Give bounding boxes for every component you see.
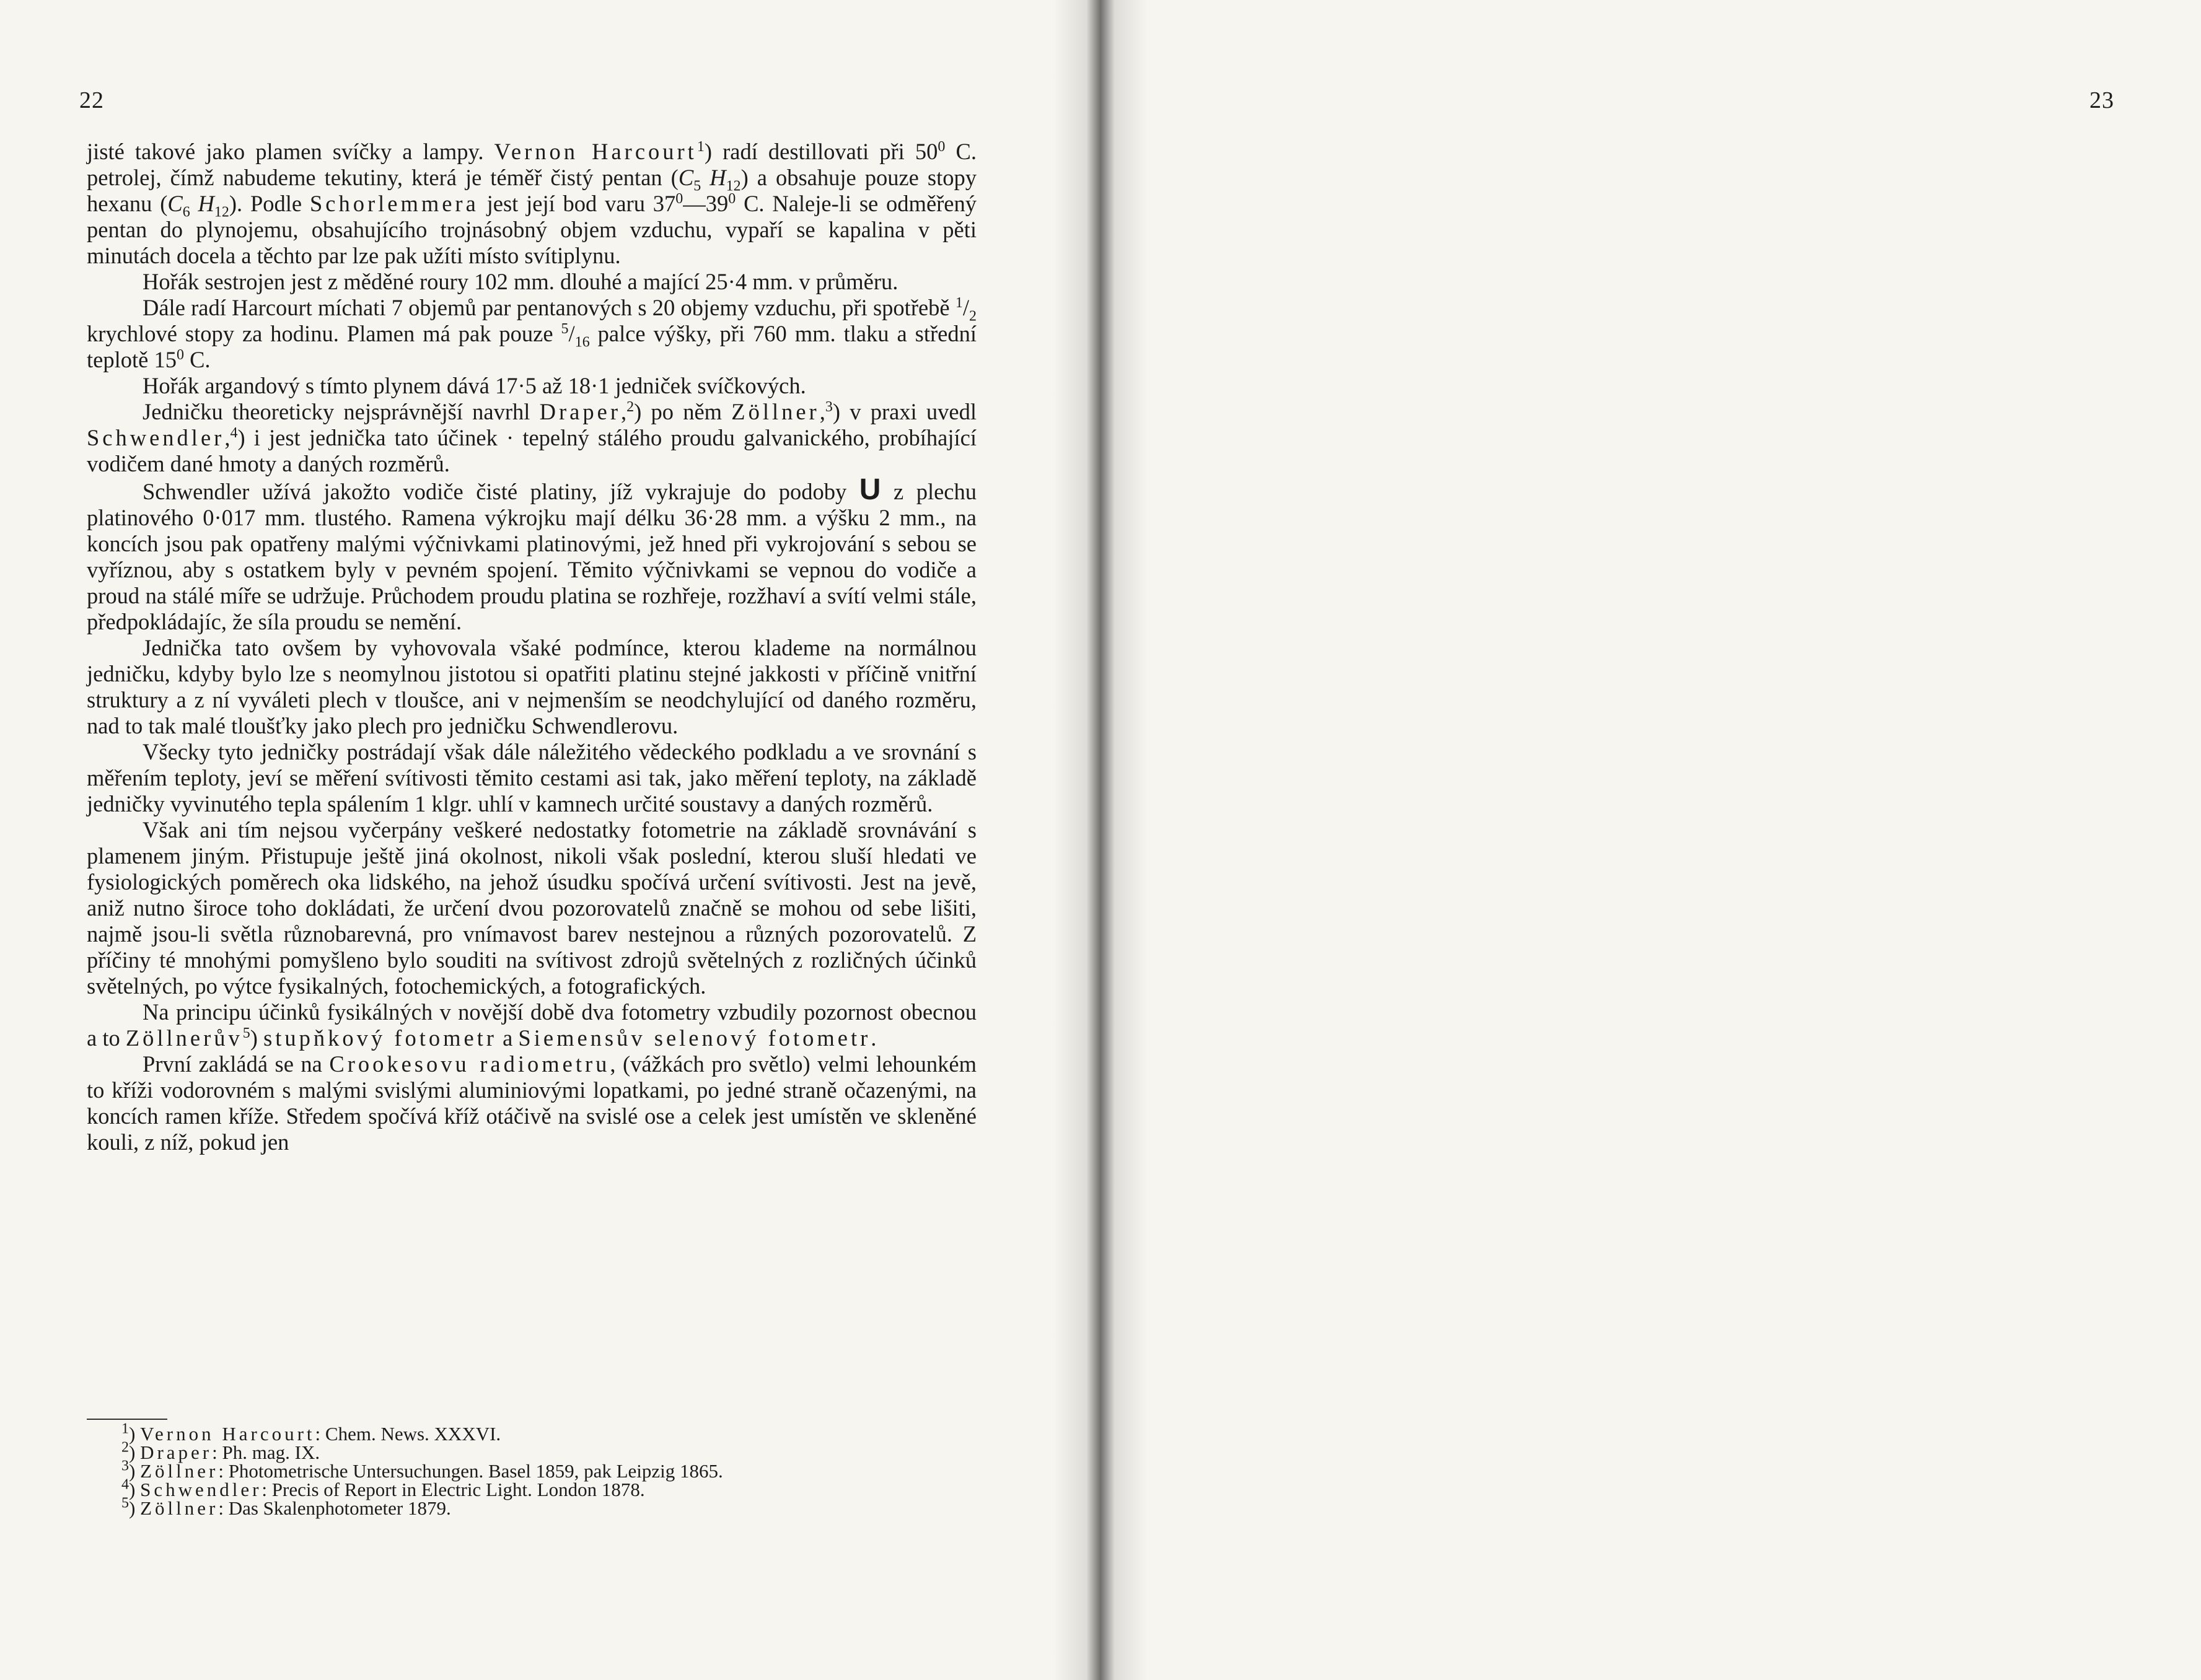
subscript: 5 xyxy=(693,178,701,195)
text-run: . xyxy=(871,1025,877,1051)
formula-symbol: H xyxy=(710,165,726,190)
superscript: 0 xyxy=(938,138,946,155)
left-paragraph xyxy=(87,373,977,399)
page-number-left: 22 xyxy=(79,87,104,113)
footnote-rule-left xyxy=(87,1419,167,1420)
text-run xyxy=(701,165,710,190)
text-run: C. petrolej, čímž nabudeme tekutiny, která je téměř čistý pentan ( xyxy=(87,139,977,190)
footnote-author: Vernon Harcourt xyxy=(140,1423,315,1445)
superscript: 4 xyxy=(230,424,238,441)
superscript: 0 xyxy=(728,190,736,207)
footnote-number: 3 xyxy=(121,1458,129,1474)
footnote-author: Draper xyxy=(140,1442,213,1463)
text-run: Na principu účinků fysikálných v novější době dva fotometry vzbudily pozornost obecnou a to xyxy=(87,999,977,1051)
left-paragraph xyxy=(87,999,977,1051)
text-run xyxy=(190,191,198,216)
text-run: krychlové stopy za hodinu. Plamen má pak pouze xyxy=(87,321,561,346)
text-run: ) i jest jednička tato účinek · tepelný stálého proudu galvanického, probíhající vodičem dané hmoty a daných rozměrů. xyxy=(87,425,977,476)
text-run: palce výšky, při 760 mm. tlaku a střední teplotě 15 xyxy=(87,321,977,372)
superscript: 3 xyxy=(825,398,833,415)
text-run: , (vážkách pro světlo) velmi lehounkém to kříži vodorovném s malými svislými aluminiovými lopatkami, po jedné straně očazenými, na koncích ramen kříže. Středem spočívá kříž otáčivě na svislé ose a celek jest umístěn ve skleněné kouli, z níž, pokud jen xyxy=(87,1051,977,1155)
text-run: Hořák argandový s tímto plynem dává 17·5 až 18·1 jedniček svíčkových. xyxy=(143,373,806,398)
text-run: Jedničku theoreticky nejsprávnější navrhl xyxy=(143,399,540,424)
superscript: 1 xyxy=(696,138,705,155)
left-body-text xyxy=(87,139,977,1155)
text-run: Dále radí Harcourt míchati 7 objemů par pentanových s 20 objemy vzduchu, při spotřebě xyxy=(143,295,956,320)
text-run: , xyxy=(224,425,231,450)
left-paragraph xyxy=(87,739,977,817)
text-run: ). Podle xyxy=(229,191,310,216)
superscript: 1 xyxy=(955,294,963,311)
text-run: , xyxy=(819,399,825,424)
footnote-number: 2 xyxy=(121,1439,129,1456)
spaced-name: Siemensův selenový fotometr xyxy=(518,1025,871,1051)
footnote-author: Zöllner xyxy=(140,1497,219,1519)
footnote: $^4$) Schwendler: Precis of Report in Electric Light. London 1878. xyxy=(121,1476,645,1500)
subscript: 2 xyxy=(969,308,977,325)
left-paragraph xyxy=(87,269,977,295)
spaced-name: stupňkový fotometr xyxy=(263,1025,497,1051)
left-paragraph xyxy=(87,473,977,635)
text-run: Schwendler užívá jakožto vodiče čisté platiny, jíž vykrajuje do podoby xyxy=(143,479,859,504)
left-paragraph xyxy=(87,1051,977,1155)
superscript: 2 xyxy=(626,398,635,415)
text-run: a xyxy=(496,1025,519,1051)
spaced-name: Schorlemmera xyxy=(309,191,479,216)
text-run: z plechu platinového 0·017 mm. tlustého. Ramena výkrojku mají délku 36·28 mm. a výšku 2 mm., na koncích jsou pak opatřeny malými výčnivkami platinovými, jež hned při vykrojování s sebou se vyříznou, aby s ostatkem byly v pevném spojení. Těmito výčnivkami se vepnou do vodiče a proud na stálé míře se udržuje. Průchodem proudu platina se rozhřeje, rozžhaví a svítí velmi stále, předpokládajíc, že síla proudu se nemění. xyxy=(87,479,977,634)
text-run: Však ani tím nejsou vyčerpány veškeré nedostatky fotometrie na základě srovnávání s plamenem jiným. Přistupuje ještě jiná okolnost, nikoli však poslední, kterou sluší hledati ve fysiologických poměrech oka lidského, na jehož úsudku spočívá určení svítivosti. Jest na jevě, aniž nutno široce toho dokládati, že určení dvou pozorovatelů značně se mohou od sebe lišiti, najmě jsou-li světla různobarevná, pro vnímavost barev nestejnou a různých pozorovatelů. Z příčiny té mnohými pomyšleno bylo souditi na svítivost zdrojů světelných z rozličných účinků světelných, po výtce fysikalných, fotochemických, a fotografických. xyxy=(87,817,977,999)
formula-symbol: C xyxy=(167,191,183,216)
superscript: 5 xyxy=(242,1025,250,1041)
text-run: Hořák sestrojen jest z měděné roury 102 mm. dlouhé a mající 25·4 mm. v průměru. xyxy=(143,269,898,294)
superscript: 0 xyxy=(675,190,683,207)
text-run: —39 xyxy=(683,191,729,216)
u-shape-glyph: U xyxy=(859,473,881,506)
left-footnotes xyxy=(121,1420,977,1519)
superscript: 5 xyxy=(561,320,569,337)
text-run: ) xyxy=(250,1025,264,1051)
page-number-right: 23 xyxy=(2089,87,2114,113)
left-paragraph xyxy=(87,817,977,999)
left-paragraph xyxy=(87,635,977,739)
text-run: ) po něm xyxy=(634,399,732,424)
subscript: 16 xyxy=(574,334,590,351)
spaced-name: Schwendler xyxy=(87,425,225,450)
footnote-number: 5 xyxy=(121,1495,129,1512)
text-run: Jednička tato ovšem by vyhovovala všaké podmínce, kterou klademe na normálnou jedničku, kdyby bylo lze s neomylnou jistotou si opatřiti platinu stejné jakkosti v příčině vnitřní struktury a z ní vyváleti plech v tloušce, ani v nejmenším se neodchylující od daného rozměru, nad to tak malé tloušťky jako plech pro jedničku Schwendlerovu. xyxy=(87,635,977,738)
text-run: / xyxy=(962,295,969,320)
footnote: $^5$) Zöllner: Das Skalenphotometer 1879. xyxy=(121,1495,451,1519)
text-run: C. Naleje-li se odměřený pentan do plynojemu, obsahujícího trojnásobný objem vzduchu, vypaří se kapalina v pěti minutách docela a těchto par lze pak užíti místo svítiplynu. xyxy=(87,191,977,268)
right-page xyxy=(1100,0,2201,1680)
left-paragraph xyxy=(87,295,977,373)
spaced-name: Draper xyxy=(539,399,621,424)
footnote-author: Schwendler xyxy=(140,1479,262,1500)
spaced-name: Vernon Harcourt xyxy=(494,139,697,164)
footnote-text: : Ph. mag. IX. xyxy=(212,1442,320,1463)
footnote: $^2$) Draper: Ph. mag. IX. xyxy=(121,1439,320,1463)
spaced-name: Zöllner xyxy=(731,399,820,424)
footnote-text: : Das Skalenphotometer 1879. xyxy=(218,1497,451,1519)
text-run: / xyxy=(568,321,575,346)
footnote-text: : Chem. News. XXXVI. xyxy=(315,1423,501,1445)
text-run: ) v praxi uvedl xyxy=(832,399,977,424)
formula-symbol: C xyxy=(678,165,694,190)
text-run: ) radí destillovati při 50 xyxy=(704,139,938,164)
footnote-author: Zöllner xyxy=(140,1460,219,1482)
text-run: Všecky tyto jedničky postrádají však dále náležitého vědeckého podkladu a ve srovnání s měřením teploty, jeví se měření svítivosti těmito cestami asi tak, jako měření teploty, na základě jedničky vyvinutého tepla spálením 1 klgr. uhlí v kamnech určité soustavy a daných rozměrů. xyxy=(87,739,977,816)
text-run: jest její bod varu 37 xyxy=(478,191,676,216)
text-run: jisté takové jako plamen svíčky a lampy. xyxy=(87,139,494,164)
footnote-text: : Precis of Report in Electric Light. London 1878. xyxy=(261,1479,645,1500)
left-paragraph xyxy=(87,139,977,269)
subscript: 12 xyxy=(214,204,229,221)
footnote-text: : Photometrische Untersuchungen. Basel 1859, pak Leipzig 1865. xyxy=(218,1460,723,1482)
footnote: $^1$) Vernon Harcourt: Chem. News. XXXVI. xyxy=(121,1420,501,1445)
footnote: $^3$) Zöllner: Photometrische Untersuchungen. Basel 1859, pak Leipzig 1865. xyxy=(121,1458,723,1482)
formula-symbol: H xyxy=(198,191,214,216)
text-run: ) a obsahuje pouze stopy hexanu ( xyxy=(87,165,977,216)
superscript: 0 xyxy=(176,346,184,363)
text-run: C. xyxy=(183,347,211,372)
subscript: 6 xyxy=(182,204,190,221)
left-paragraph xyxy=(87,399,977,477)
footnote-number: 4 xyxy=(121,1476,129,1493)
text-run: První zakládá se na xyxy=(143,1051,330,1077)
subscript: 12 xyxy=(726,178,741,195)
left-page xyxy=(0,0,1100,1680)
book-gutter-shadow xyxy=(1053,0,1148,1680)
footnote-number: 1 xyxy=(121,1420,129,1437)
text-run: , xyxy=(620,399,627,424)
spaced-name: Crookesovu radiometru xyxy=(329,1051,610,1077)
spaced-name: Zöllnerův xyxy=(125,1025,243,1051)
